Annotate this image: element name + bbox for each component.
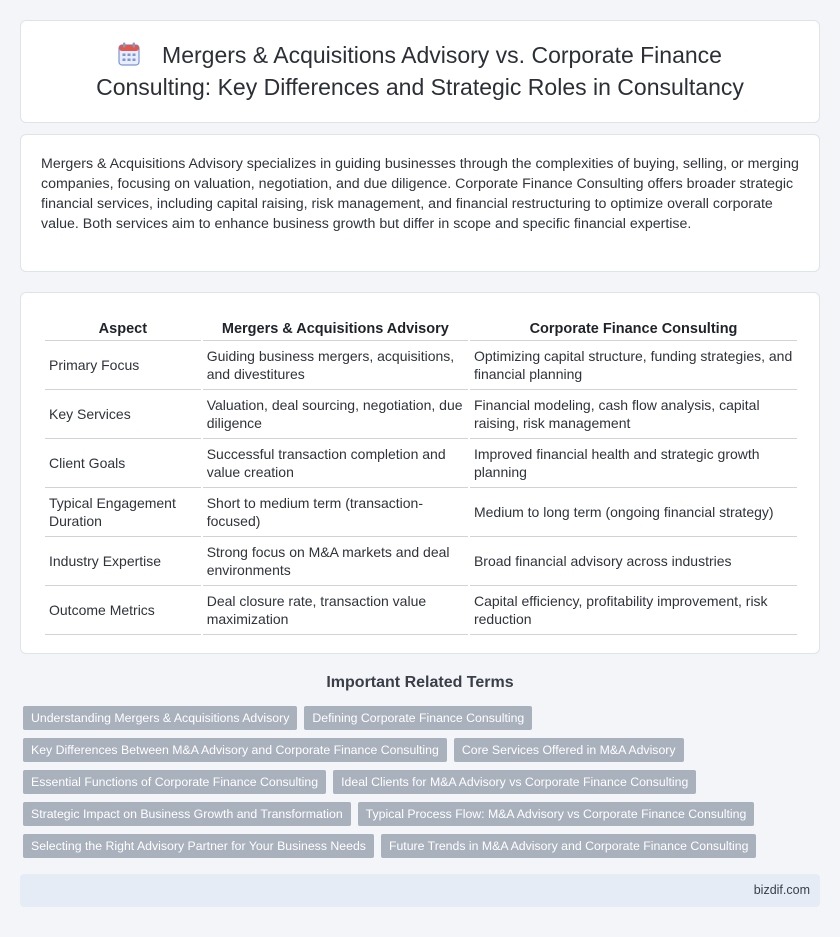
table-cell: Client Goals <box>45 439 201 488</box>
table-cell: Short to medium term (transaction-focused) <box>203 488 468 537</box>
table-cell: Guiding business mergers, acquisitions, and divestitures <box>203 341 468 390</box>
title-card <box>20 20 820 123</box>
related-term-link[interactable]: Typical Process Flow: M&A Advisory vs Corporate Finance Consulting <box>358 802 755 826</box>
tag-row <box>23 834 823 858</box>
table-cell: Key Services <box>45 390 201 439</box>
related-term-link[interactable]: Selecting the Right Advisory Partner for Your Business Needs <box>23 834 374 858</box>
footer-brand[interactable]: bizdif.com <box>753 883 810 897</box>
table-cell: Outcome Metrics <box>45 586 201 635</box>
tag-row <box>23 770 823 794</box>
related-term-link[interactable]: Defining Corporate Finance Consulting <box>304 706 532 730</box>
table-cell: Valuation, deal sourcing, negotiation, due diligence <box>203 390 468 439</box>
table-row <box>45 390 797 439</box>
calendar-icon <box>118 42 140 73</box>
table-row <box>45 586 797 635</box>
column-header-ma-advisory: Mergers & Acquisitions Advisory <box>203 315 468 341</box>
table-cell: Industry Expertise <box>45 537 201 586</box>
page-title-text: Mergers & Acquisitions Advisory vs. Corporate Finance Consulting: Key Differences and Strategic Roles in Consultancy <box>96 42 744 100</box>
table-cell: Broad financial advisory across industries <box>470 537 797 586</box>
table-cell: Medium to long term (ongoing financial strategy) <box>470 488 797 537</box>
related-term-link[interactable]: Core Services Offered in M&A Advisory <box>454 738 684 762</box>
related-term-link[interactable]: Strategic Impact on Business Growth and Transformation <box>23 802 351 826</box>
related-term-link[interactable]: Future Trends in M&A Advisory and Corporate Finance Consulting <box>381 834 757 858</box>
table-cell: Successful transaction completion and value creation <box>203 439 468 488</box>
comparison-table <box>43 315 799 635</box>
table-cell: Improved financial health and strategic growth planning <box>470 439 797 488</box>
comparison-card <box>20 292 820 654</box>
footer <box>20 874 820 907</box>
table-cell: Primary Focus <box>45 341 201 390</box>
related-term-link[interactable]: Essential Functions of Corporate Finance Consulting <box>23 770 326 794</box>
tag-row <box>23 802 823 826</box>
related-term-link[interactable]: Ideal Clients for M&A Advisory vs Corporate Finance Consulting <box>333 770 696 794</box>
page-title <box>60 41 780 102</box>
intro-paragraph: Mergers & Acquisitions Advisory specializes in guiding businesses through the complexities of buying, selling, or merging companies, focusing on valuation, negotiation, and due diligence. Corporate Finance Consulting offers broader strategic financial services, including capital raising, risk management, and financial restructuring to optimize overall corporate value. Both services aim to enhance business growth but differ in scope and specific financial expertise. <box>41 156 799 232</box>
related-term-link[interactable]: Understanding Mergers & Acquisitions Advisory <box>23 706 297 730</box>
table-cell: Typical Engagement Duration <box>45 488 201 537</box>
table-row <box>45 341 797 390</box>
tag-row <box>23 738 823 762</box>
column-header-aspect: Aspect <box>45 315 201 341</box>
table-row <box>45 537 797 586</box>
intro-card <box>20 134 820 272</box>
table-cell: Deal closure rate, transaction value maximization <box>203 586 468 635</box>
table-header-row <box>45 315 797 341</box>
table-cell: Optimizing capital structure, funding strategies, and financial planning <box>470 341 797 390</box>
table-row <box>45 439 797 488</box>
table-cell: Capital efficiency, profitability improvement, risk reduction <box>470 586 797 635</box>
column-header-corporate-finance: Corporate Finance Consulting <box>470 315 797 341</box>
related-term-link[interactable]: Key Differences Between M&A Advisory and Corporate Finance Consulting <box>23 738 447 762</box>
table-row <box>45 488 797 537</box>
related-terms-list <box>23 706 823 866</box>
related-terms-heading: Important Related Terms <box>326 674 514 691</box>
tag-row <box>23 706 823 730</box>
table-cell: Strong focus on M&A markets and deal environments <box>203 537 468 586</box>
table-cell: Financial modeling, cash flow analysis, capital raising, risk management <box>470 390 797 439</box>
